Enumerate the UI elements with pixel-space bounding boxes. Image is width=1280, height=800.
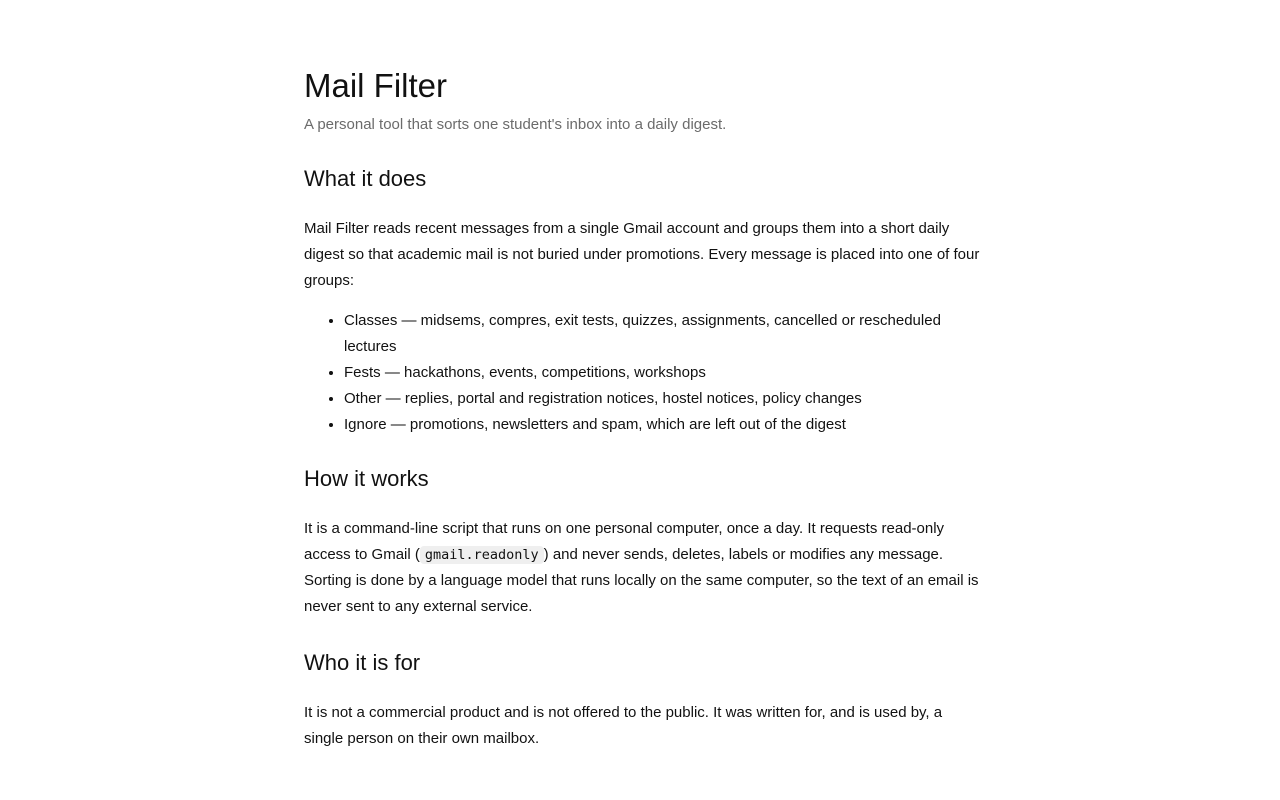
section-who-it-is-for xyxy=(304,648,980,752)
page-subtitle: A personal tool that sorts one student's inbox into a daily digest. xyxy=(304,116,727,133)
page-title: Mail Filter xyxy=(304,67,448,104)
section-heading: What it does xyxy=(304,166,427,191)
list-item-other: • Other — replies, portal and registration notices, hostel notices, policy changes xyxy=(344,386,980,412)
section-heading: Who it is for xyxy=(304,650,421,675)
section-paragraph xyxy=(304,516,980,620)
list-item-classes: • Classes — midsems, compres, exit tests, quizzes, assignments, cancelled or rescheduled lectures xyxy=(344,308,980,360)
list-item-fests: • Fests — hackathons, events, competitions, workshops xyxy=(344,360,980,386)
list-item-ignore: • Ignore — promotions, newsletters and spam, which are left out of the digest xyxy=(344,412,980,438)
section-paragraph: Mail Filter reads recent messages from a single Gmail account and groups them into a short daily digest so that academic mail is not buried under promotions. Every message is placed into one of four groups: xyxy=(304,220,980,289)
paragraph-text-after-code: ) and never sends, deletes, labels or modifies any message. Sorting is done by a language model that runs locally on the same computer, so the text of an email is never sent to any external service. xyxy=(304,546,979,615)
paragraph-text-before-code: It is a command-line script that runs on one personal computer, once a day. It requests read-only access to Gmail ( xyxy=(304,520,945,563)
inline-code: gmail.readonly xyxy=(420,546,544,564)
section-paragraph: It is not a commercial product and is not offered to the public. It was written for, and is used by, a single person on their own mailbox. xyxy=(304,704,943,747)
section-how-it-works xyxy=(304,464,980,620)
section-what-it-does xyxy=(304,164,980,438)
category-list xyxy=(304,308,980,438)
document-page xyxy=(304,64,980,752)
section-heading: How it works xyxy=(304,466,429,491)
